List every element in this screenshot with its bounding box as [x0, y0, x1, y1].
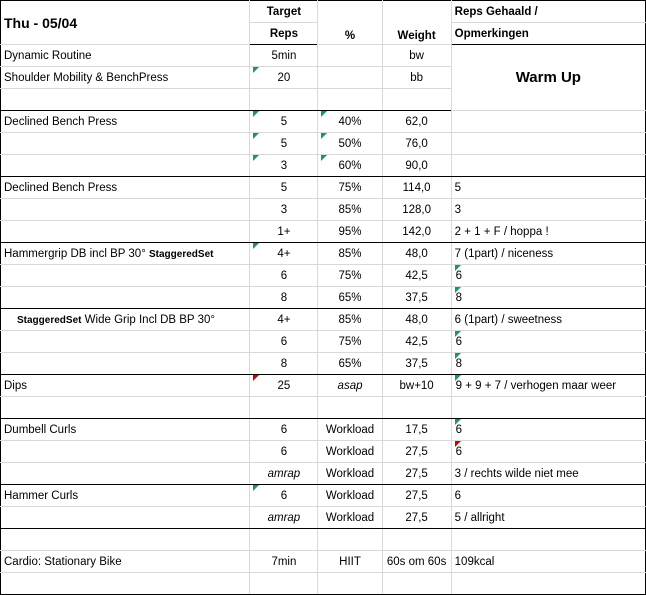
weight-cell: 27,5: [382, 463, 451, 485]
comment-marker-icon: [253, 133, 259, 139]
comment-marker-icon: [321, 133, 327, 139]
pct-cell: [318, 45, 382, 67]
note-cell: 7 (1part) / niceness: [451, 243, 645, 265]
comment-marker-icon: [253, 111, 259, 117]
note-cell: [451, 155, 645, 177]
pct-cell: [318, 89, 382, 111]
pct-cell: asap: [318, 375, 382, 397]
table-row: [1, 551, 646, 573]
staggered-set-tag: StaggeredSet: [149, 248, 214, 260]
note-cell: [451, 441, 645, 463]
exercise-cell: [1, 309, 250, 331]
reps-cell: [250, 573, 318, 595]
reps-cell: 8: [250, 287, 318, 309]
reps-cell: 7min: [250, 551, 318, 573]
reps-cell: 5min: [250, 45, 318, 67]
reps-value: 4+: [277, 247, 291, 260]
pct-cell: 85%: [318, 243, 382, 265]
reps-cell: [250, 397, 318, 419]
pct-cell: 75%: [318, 177, 382, 199]
note-cell: [451, 353, 645, 375]
header-target: Target: [250, 1, 318, 23]
pct-cell: [318, 133, 382, 155]
pct-value: 50%: [338, 137, 362, 150]
weight-cell: 114,0: [382, 177, 451, 199]
reps-cell: 6: [250, 441, 318, 463]
note-value: 6: [455, 423, 463, 436]
pct-cell: Workload: [318, 507, 382, 529]
pct-cell: [318, 111, 382, 133]
reps-cell: [250, 243, 318, 265]
reps-cell: [250, 67, 318, 89]
reps-value: 25: [277, 379, 291, 392]
weight-cell: [382, 89, 451, 111]
note-value: 8: [455, 357, 463, 370]
reps-value: 5: [280, 115, 288, 128]
table-row: [1, 397, 646, 419]
exercise-cell: Declined Bench Press: [1, 177, 250, 199]
weight-cell: 62,0: [382, 111, 451, 133]
reps-cell: 6: [250, 265, 318, 287]
reps-value: 3: [280, 159, 288, 172]
comment-marker-icon: [253, 243, 259, 249]
table-row: [1, 177, 646, 199]
weight-cell: 27,5: [382, 507, 451, 529]
reps-value: 20: [277, 71, 291, 84]
reps-value: 6: [280, 489, 288, 502]
note-cell: 5: [451, 177, 645, 199]
note-cell: 3 / rechts wilde niet mee: [451, 463, 645, 485]
table-row: [1, 309, 646, 331]
note-cell: [451, 375, 645, 397]
table-row: [1, 133, 646, 155]
table-header-row: [1, 1, 646, 23]
table-row: [1, 529, 646, 551]
comment-marker-icon: [321, 111, 327, 117]
exercise-cell: [1, 353, 250, 375]
weight-cell: 17,5: [382, 419, 451, 441]
note-cell: [451, 573, 645, 595]
exercise-cell: Declined Bench Press: [1, 111, 250, 133]
comment-marker-icon: [455, 441, 461, 447]
pct-cell: 85%: [318, 309, 382, 331]
exercise-main-label: Wide Grip Incl DB BP 30°: [84, 313, 215, 326]
header-reps: Reps: [250, 23, 318, 45]
note-value: 9 + 9 + 7 / verhogen maar weer: [455, 379, 617, 392]
comment-marker-icon: [253, 485, 259, 491]
comment-marker-icon: [455, 419, 461, 425]
table-row: [1, 265, 646, 287]
reps-cell: amrap: [250, 463, 318, 485]
comment-marker-icon: [455, 375, 461, 381]
weight-cell: 27,5: [382, 441, 451, 463]
weight-cell: 90,0: [382, 155, 451, 177]
warmup-label: Warm Up: [451, 45, 645, 111]
pct-cell: 65%: [318, 287, 382, 309]
reps-cell: [250, 375, 318, 397]
pct-cell: 65%: [318, 353, 382, 375]
reps-cell: [250, 111, 318, 133]
weight-cell: 37,5: [382, 353, 451, 375]
comment-marker-icon: [455, 265, 461, 271]
table-row: [1, 331, 646, 353]
weight-cell: 60s om 60s: [382, 551, 451, 573]
pct-value: 40%: [338, 115, 362, 128]
note-value: 8: [455, 291, 463, 304]
header-percent: %: [318, 1, 382, 45]
reps-cell: [250, 529, 318, 551]
pct-cell: Workload: [318, 419, 382, 441]
note-cell: [451, 133, 645, 155]
reps-cell: 4+: [250, 309, 318, 331]
exercise-cell: Shoulder Mobility & BenchPress: [1, 67, 250, 89]
sheet-title: Thu - 05/04: [1, 1, 250, 45]
header-notes-line1: Reps Gehaald /: [451, 1, 645, 23]
reps-cell: 5: [250, 177, 318, 199]
comment-marker-icon: [321, 155, 327, 161]
exercise-cell: [1, 463, 250, 485]
table-row: [1, 485, 646, 507]
pct-cell: [318, 155, 382, 177]
note-cell: [451, 419, 645, 441]
pct-value: 60%: [338, 159, 362, 172]
note-value: 6: [455, 445, 463, 458]
note-cell: 5 / allright: [451, 507, 645, 529]
reps-cell: 8: [250, 353, 318, 375]
pct-cell: 95%: [318, 221, 382, 243]
table-row: [1, 375, 646, 397]
reps-cell: [250, 155, 318, 177]
exercise-cell: [1, 155, 250, 177]
exercise-cell: [1, 199, 250, 221]
exercise-cell: Cardio: Stationary Bike: [1, 551, 250, 573]
note-value: 6: [455, 335, 463, 348]
reps-cell: amrap: [250, 507, 318, 529]
weight-cell: 27,5: [382, 485, 451, 507]
note-cell: [451, 397, 645, 419]
pct-cell: Workload: [318, 485, 382, 507]
weight-cell: bw+10: [382, 375, 451, 397]
comment-marker-icon: [253, 67, 259, 73]
pct-cell: [318, 67, 382, 89]
weight-cell: [382, 397, 451, 419]
exercise-cell: [1, 507, 250, 529]
header-weight: Weight: [382, 1, 451, 45]
pct-cell: 75%: [318, 331, 382, 353]
note-value: 6: [455, 269, 463, 282]
note-cell: [451, 265, 645, 287]
exercise-cell: [1, 573, 250, 595]
comment-marker-icon: [253, 375, 259, 381]
table-row: [1, 287, 646, 309]
weight-cell: [382, 573, 451, 595]
comment-marker-icon: [455, 331, 461, 337]
comment-marker-icon: [455, 287, 461, 293]
pct-cell: [318, 573, 382, 595]
table-row: [1, 573, 646, 595]
weight-cell: 76,0: [382, 133, 451, 155]
weight-cell: 128,0: [382, 199, 451, 221]
exercise-cell: [1, 287, 250, 309]
note-cell: [451, 331, 645, 353]
comment-marker-icon: [455, 353, 461, 359]
exercise-cell: [1, 397, 250, 419]
note-cell: [451, 529, 645, 551]
table-row: [1, 45, 646, 67]
table-row: [1, 111, 646, 133]
exercise-cell: [1, 133, 250, 155]
weight-cell: [382, 529, 451, 551]
exercise-cell: [1, 243, 250, 265]
pct-cell: Workload: [318, 463, 382, 485]
pct-cell: [318, 397, 382, 419]
exercise-cell: [1, 221, 250, 243]
reps-value: 5: [280, 137, 288, 150]
staggered-set-tag: StaggeredSet: [17, 314, 82, 326]
weight-cell: 48,0: [382, 309, 451, 331]
weight-cell: bw: [382, 45, 451, 67]
comment-marker-icon: [253, 155, 259, 161]
exercise-cell: Dips: [1, 375, 250, 397]
exercise-cell: [1, 529, 250, 551]
table-row: [1, 507, 646, 529]
reps-cell: 6: [250, 331, 318, 353]
pct-cell: HIIT: [318, 551, 382, 573]
weight-cell: 42,5: [382, 265, 451, 287]
pct-cell: 85%: [318, 199, 382, 221]
pct-cell: 75%: [318, 265, 382, 287]
weight-cell: 142,0: [382, 221, 451, 243]
note-cell: 3: [451, 199, 645, 221]
exercise-cell: Hammer Curls: [1, 485, 250, 507]
weight-cell: 37,5: [382, 287, 451, 309]
exercise-cell: Dynamic Routine: [1, 45, 250, 67]
table-row: [1, 353, 646, 375]
table-row: [1, 155, 646, 177]
weight-cell: bb: [382, 67, 451, 89]
table-row: [1, 441, 646, 463]
note-cell: [451, 111, 645, 133]
exercise-cell: [1, 89, 250, 111]
table-row: [1, 221, 646, 243]
table-row: [1, 463, 646, 485]
reps-cell: [250, 485, 318, 507]
table-row: [1, 199, 646, 221]
note-cell: [451, 287, 645, 309]
reps-cell: 3: [250, 199, 318, 221]
reps-cell: [250, 89, 318, 111]
exercise-cell: Dumbell Curls: [1, 419, 250, 441]
note-cell: 6: [451, 485, 645, 507]
exercise-main-label: Hammergrip DB incl BP 30°: [4, 247, 146, 260]
table-row: [1, 243, 646, 265]
note-cell: 2 + 1 + F / hoppa !: [451, 221, 645, 243]
table-row: [1, 419, 646, 441]
pct-cell: Workload: [318, 441, 382, 463]
weight-cell: 42,5: [382, 331, 451, 353]
reps-cell: [250, 133, 318, 155]
exercise-cell: [1, 265, 250, 287]
note-cell: 6 (1part) / sweetness: [451, 309, 645, 331]
header-notes-line2: Opmerkingen: [451, 23, 645, 45]
note-cell: 109kcal: [451, 551, 645, 573]
pct-cell: [318, 529, 382, 551]
weight-cell: 48,0: [382, 243, 451, 265]
exercise-cell: [1, 441, 250, 463]
exercise-cell: [1, 331, 250, 353]
reps-cell: 1+: [250, 221, 318, 243]
reps-cell: 6: [250, 419, 318, 441]
